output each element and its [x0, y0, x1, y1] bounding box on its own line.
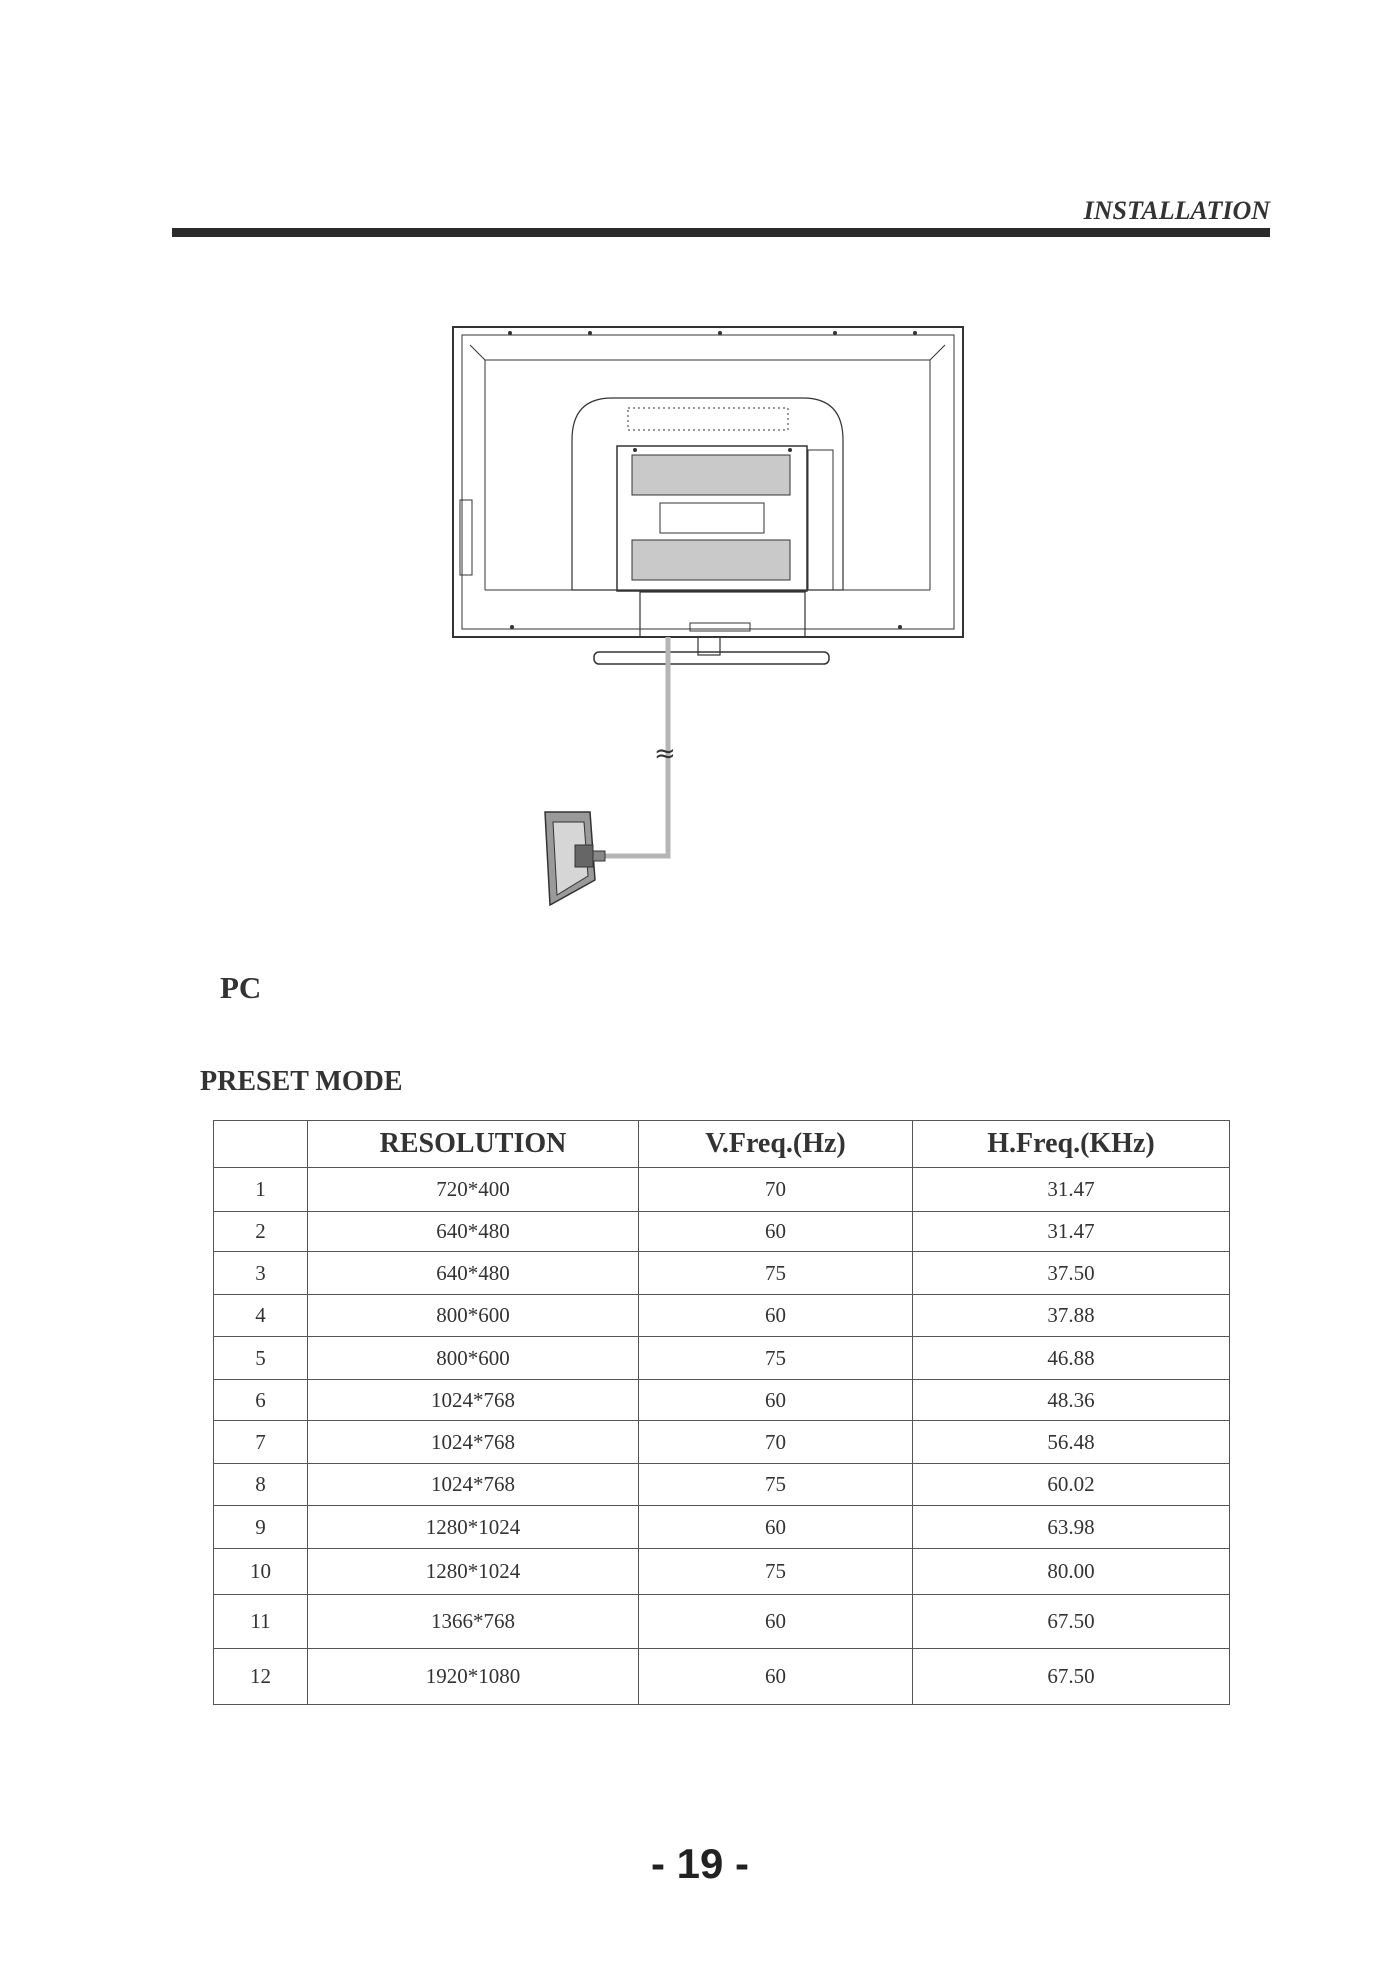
mode-resolution: 640*480 [308, 1212, 639, 1252]
mode-vfreq: 75 [639, 1464, 913, 1506]
mode-hfreq: 67.50 [913, 1649, 1230, 1705]
page-number: - 19 - [650, 1840, 750, 1887]
preset-mode-table [213, 1120, 1230, 1705]
table-row [214, 1252, 1230, 1295]
table-row [214, 1506, 1230, 1549]
mode-vfreq: 60 [639, 1295, 913, 1337]
mode-resolution: 800*600 [308, 1295, 639, 1337]
mode-vfreq: 70 [639, 1168, 913, 1212]
table-row [214, 1595, 1230, 1649]
table-row [214, 1649, 1230, 1705]
cable-break-mark: ≈ [654, 739, 676, 769]
table-row [214, 1295, 1230, 1337]
mode-resolution: 1024*768 [308, 1421, 639, 1464]
preset-mode-heading: PRESET MODE [200, 1066, 403, 1097]
mode-number: 7 [214, 1421, 308, 1464]
header-vfreq: V.Freq.(Hz) [639, 1121, 913, 1168]
table-row [214, 1421, 1230, 1464]
mode-resolution: 640*480 [308, 1252, 639, 1295]
tv-connection-diagram [0, 0, 1400, 960]
header-number [214, 1121, 308, 1168]
mode-hfreq: 56.48 [913, 1421, 1230, 1464]
mode-hfreq: 37.88 [913, 1295, 1230, 1337]
mode-resolution: 1024*768 [308, 1380, 639, 1421]
table-row [214, 1549, 1230, 1595]
mode-vfreq: 75 [639, 1549, 913, 1595]
mode-resolution: 1920*1080 [308, 1649, 639, 1705]
table-row [214, 1464, 1230, 1506]
mode-hfreq: 48.36 [913, 1380, 1230, 1421]
mode-number: 1 [214, 1168, 308, 1212]
table-body [214, 1168, 1230, 1705]
table-row [214, 1212, 1230, 1252]
table-row [214, 1337, 1230, 1380]
mode-number: 12 [214, 1649, 308, 1705]
mode-vfreq: 60 [639, 1212, 913, 1252]
pc-heading: PC [220, 970, 262, 1005]
mode-vfreq: 60 [639, 1506, 913, 1549]
mode-vfreq: 60 [639, 1649, 913, 1705]
mode-number: 10 [214, 1549, 308, 1595]
mode-resolution: 1366*768 [308, 1595, 639, 1649]
mode-number: 8 [214, 1464, 308, 1506]
section-title: INSTALLATION [1083, 196, 1270, 225]
table-row [214, 1168, 1230, 1212]
mode-vfreq: 60 [639, 1595, 913, 1649]
mode-vfreq: 75 [639, 1252, 913, 1295]
mode-hfreq: 63.98 [913, 1506, 1230, 1549]
mode-number: 11 [214, 1595, 308, 1649]
mode-vfreq: 75 [639, 1337, 913, 1380]
mode-number: 9 [214, 1506, 308, 1549]
mode-resolution: 1280*1024 [308, 1506, 639, 1549]
mode-number: 6 [214, 1380, 308, 1421]
mode-resolution: 1280*1024 [308, 1549, 639, 1595]
mode-number: 5 [214, 1337, 308, 1380]
mode-hfreq: 60.02 [913, 1464, 1230, 1506]
mode-resolution: 800*600 [308, 1337, 639, 1380]
mode-number: 3 [214, 1252, 308, 1295]
mode-hfreq: 31.47 [913, 1212, 1230, 1252]
table-row [214, 1380, 1230, 1421]
tv-rear-illustration [453, 327, 963, 664]
mode-hfreq: 37.50 [913, 1252, 1230, 1295]
mode-hfreq: 67.50 [913, 1595, 1230, 1649]
mode-hfreq: 80.00 [913, 1549, 1230, 1595]
header-resolution: RESOLUTION [308, 1121, 639, 1168]
table-header-row [214, 1121, 1230, 1168]
mode-number: 4 [214, 1295, 308, 1337]
mode-vfreq: 60 [639, 1380, 913, 1421]
mode-resolution: 720*400 [308, 1168, 639, 1212]
mode-vfreq: 70 [639, 1421, 913, 1464]
mode-number: 2 [214, 1212, 308, 1252]
header-hfreq: H.Freq.(KHz) [913, 1121, 1230, 1168]
wall-outlet-icon [545, 812, 605, 905]
mode-resolution: 1024*768 [308, 1464, 639, 1506]
mode-hfreq: 31.47 [913, 1168, 1230, 1212]
mode-hfreq: 46.88 [913, 1337, 1230, 1380]
